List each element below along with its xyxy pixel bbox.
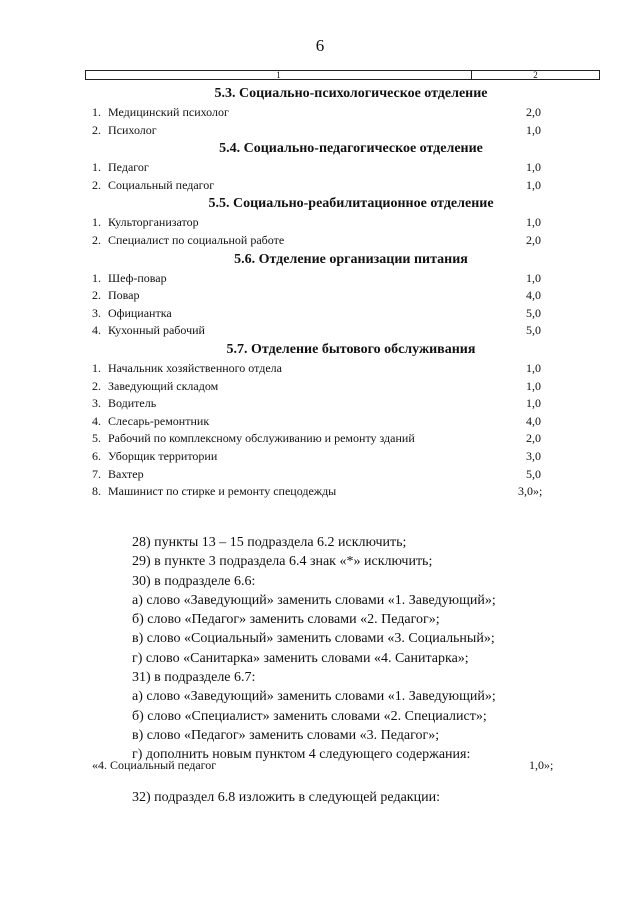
staff-row	[92, 287, 600, 305]
position-name: Рабочий по комплексному обслуживанию и ремонту зданий	[108, 431, 415, 446]
row-number: 1.	[92, 360, 101, 375]
position-name: Заведующий складом	[108, 378, 219, 393]
staff-row	[92, 270, 600, 288]
staff-row	[92, 448, 600, 466]
instruction-line: б) слово «Педагог» заменить словами «2. Педагог»;	[132, 612, 440, 628]
staff-units-value: 5,0	[526, 305, 541, 320]
position-name: Начальник хозяйственного отдела	[108, 360, 282, 375]
row-number: 2.	[92, 232, 101, 247]
inserted-item-value: 1,0»;	[529, 758, 554, 772]
staff-row	[92, 430, 600, 448]
position-name: Психолог	[108, 122, 157, 137]
section-title: 5.7. Отделение бытового обслуживания	[226, 341, 476, 357]
staff-row	[92, 104, 600, 122]
position-name: Слесарь-ремонтник	[108, 413, 210, 428]
position-name: Водитель	[108, 396, 157, 411]
column-1-number: 1	[86, 71, 472, 79]
staff-row	[92, 395, 600, 413]
column-2-number: 2	[533, 70, 538, 80]
staff-row	[92, 122, 600, 140]
staff-row	[92, 177, 600, 195]
position-name: Машинист по стирке и ремонту спецодежды	[108, 484, 337, 499]
section-title: 5.3. Социально-психологическое отделение	[214, 86, 488, 101]
position-name: Социальный педагог	[108, 177, 215, 192]
row-number: 1.	[92, 215, 101, 230]
row-number: 2.	[92, 122, 101, 137]
staff-units-value: 4,0	[526, 288, 541, 303]
staff-row	[92, 214, 600, 232]
staff-units-value: 1,0	[526, 396, 541, 411]
instruction-line: 29) в пункте 3 подраздела 6.4 знак «*» исключить;	[132, 554, 433, 570]
row-number: 3.	[92, 396, 101, 411]
staff-units-value: 5,0	[526, 323, 541, 338]
page-number: 6	[315, 36, 325, 55]
row-number: 2.	[92, 378, 101, 393]
instruction-line: 30) в подразделе 6.6:	[132, 573, 256, 589]
row-number: 2.	[92, 288, 101, 303]
row-number: 2.	[92, 177, 101, 192]
instruction-line: в) слово «Педагог» заменить словами «3. Педагог»;	[132, 727, 440, 743]
staff-units-value: 4,0	[526, 413, 541, 428]
staff-units-value: 1,0	[526, 360, 541, 375]
position-name: Кухонный рабочий	[108, 323, 205, 338]
staff-row	[92, 305, 600, 323]
staff-units-value: 1,0	[526, 160, 541, 175]
row-number: 8.	[92, 484, 101, 499]
staff-units-value: 3,0	[526, 448, 541, 463]
staff-units-value: 5,0	[526, 466, 541, 481]
staff-row	[92, 322, 600, 340]
staff-units-value: 1,0	[526, 270, 541, 285]
final-instruction: 32) подраздел 6.8 изложить в следующей редакции:	[132, 790, 440, 805]
position-name: Педагог	[108, 160, 149, 175]
position-name: Специалист по социальной работе	[108, 232, 285, 247]
section-title: 5.5. Социально-реабилитационное отделение	[208, 196, 494, 212]
section-title: 5.4. Социально-педагогическое отделение	[219, 141, 483, 157]
staff-units-value: 3,0»;	[518, 484, 543, 499]
staff-units-value: 1,0	[526, 378, 541, 393]
staff-row	[92, 483, 600, 501]
staff-units-value: 2,0	[526, 105, 541, 119]
row-number: 4.	[92, 323, 101, 338]
position-name: Официантка	[108, 305, 172, 320]
row-number: 5.	[92, 431, 101, 446]
position-name: Шеф-повар	[108, 270, 167, 285]
row-number: 4.	[92, 413, 101, 428]
row-number: 3.	[92, 305, 101, 320]
instruction-line: б) слово «Специалист» заменить словами «2. Специалист»;	[132, 708, 487, 724]
row-number: 1.	[92, 105, 101, 119]
staff-row	[92, 413, 600, 431]
instruction-line: г) дополнить новым пунктом 4 следующего содержания:	[132, 747, 471, 763]
instruction-line: в) слово «Социальный» заменить словами «3. Социальный»;	[132, 631, 495, 647]
staff-table	[92, 84, 600, 501]
row-number: 1.	[92, 270, 101, 285]
row-number: 1.	[92, 160, 101, 175]
staff-units-value: 1,0	[526, 215, 541, 230]
row-number: 6.	[92, 448, 101, 463]
instruction-line: г) слово «Санитарка» заменить словами «4. Санитарка»;	[132, 650, 469, 666]
table-column-header	[85, 70, 600, 80]
position-name: Повар	[108, 288, 140, 303]
staff-row	[92, 378, 600, 396]
staff-row	[92, 466, 600, 484]
instruction-line: а) слово «Заведующий» заменить словами «1. Заведующий»;	[132, 592, 496, 608]
instruction-line: а) слово «Заведующий» заменить словами «1. Заведующий»;	[132, 689, 496, 705]
staff-units-value: 2,0	[526, 232, 541, 247]
staff-row	[92, 232, 600, 250]
inserted-item-row	[92, 756, 600, 774]
staff-units-value: 1,0	[526, 177, 541, 192]
section-title: 5.6. Отделение организации питания	[234, 251, 468, 267]
position-name: Вахтер	[108, 466, 144, 481]
staff-units-value: 2,0	[526, 431, 541, 446]
instruction-line: 28) пункты 13 – 15 подраздела 6.2 исключить;	[132, 535, 407, 550]
amendment-instructions	[132, 533, 592, 765]
staff-row	[92, 159, 600, 177]
staff-row	[92, 360, 600, 378]
position-name: Культорганизатор	[108, 215, 199, 230]
inserted-item-name: «4. Социальный педагог	[92, 758, 217, 772]
row-number: 7.	[92, 466, 101, 481]
position-name: Уборщик территории	[108, 448, 218, 463]
staff-units-value: 1,0	[526, 122, 541, 137]
instruction-line: 31) в подразделе 6.7:	[132, 670, 256, 686]
position-name: Медицинский психолог	[108, 105, 229, 119]
